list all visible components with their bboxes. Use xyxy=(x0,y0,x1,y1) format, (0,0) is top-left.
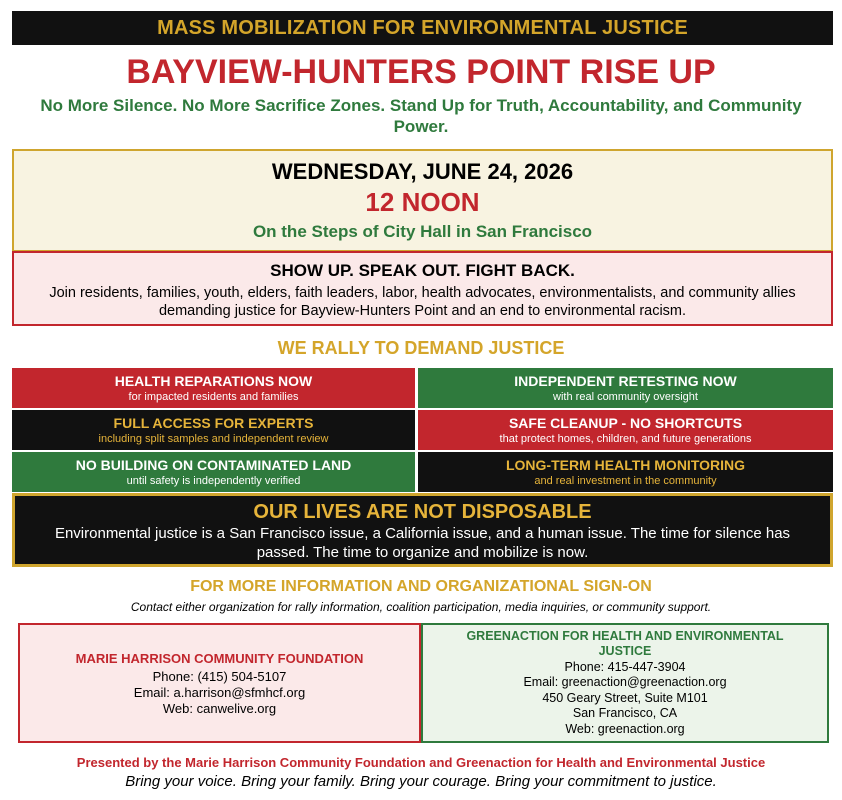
demand-title: NO BUILDING ON CONTAMINATED LAND xyxy=(75,456,352,473)
tagline: No More Silence. No More Sacrifice Zones. Stand Up for Truth, Accountability, and Community Power. xyxy=(40,96,802,136)
presented-by: Presented by the Marie Harrison Community Foundation and Greenaction for Health and Environmental Justice xyxy=(76,755,766,770)
demand-title: HEALTH REPARATIONS NOW xyxy=(114,372,313,389)
org-address-street: 450 Geary Street, Suite M101 xyxy=(542,690,708,705)
org-phone: Phone: 415-447-3904 xyxy=(564,659,686,674)
call-to-action-box xyxy=(12,251,833,326)
demand-subtitle: and real investment in the community xyxy=(534,474,717,487)
demand-tile xyxy=(418,452,833,492)
demand-tile xyxy=(418,368,833,408)
info-heading: FOR MORE INFORMATION AND ORGANIZATIONAL SIGN-ON xyxy=(190,578,652,595)
demand-subtitle: including split samples and independent review xyxy=(98,432,329,445)
call-to-action-body: Join residents, families, youth, elders, faith leaders, labor, health advocates, environmentalists, and community allies demanding justice for Bayview-Hunters Point and an end to environmental racism. xyxy=(49,285,796,319)
demand-tile xyxy=(12,452,415,492)
event-location: On the Steps of City Hall in San Francisco xyxy=(252,222,593,241)
demand-title: SAFE CLEANUP - NO SHORTCUTS xyxy=(508,414,743,431)
lives-body: Environmental justice is a San Francisco issue, a California issue, and a human issue. The time for silence has passed. The time to organize and mobilize is now. xyxy=(54,525,791,561)
info-subtext: Contact either organization for rally information, coalition participation, media inquiries, or community support. xyxy=(130,600,712,614)
org-address-city: San Francisco, CA xyxy=(572,706,678,721)
lives-title: OUR LIVES ARE NOT DISPOSABLE xyxy=(253,501,592,523)
event-date: WEDNESDAY, JUNE 24, 2026 xyxy=(271,159,574,184)
org-web: Web: greenaction.org xyxy=(565,721,685,736)
org-phone: Phone: (415) 504-5107 xyxy=(152,668,287,684)
org-name: MARIE HARRISON COMMUNITY FOUNDATION xyxy=(75,650,364,666)
demands-grid xyxy=(12,368,833,492)
lives-not-disposable-box xyxy=(12,493,833,567)
top-banner: MASS MOBILIZATION FOR ENVIRONMENTAL JUSTICE xyxy=(12,11,833,45)
demand-tile xyxy=(12,368,415,408)
org-card-greenaction xyxy=(421,623,829,743)
event-time: 12 NOON xyxy=(365,187,480,217)
org-name: GREENACTION FOR HEALTH AND ENVIRONMENTAL JUSTICE xyxy=(466,628,784,658)
demand-subtitle: with real community oversight xyxy=(553,390,698,403)
demand-tile xyxy=(12,410,415,450)
demand-title: INDEPENDENT RETESTING NOW xyxy=(514,372,737,389)
demand-title: FULL ACCESS FOR EXPERTS xyxy=(113,414,314,431)
org-web: Web: canwelive.org xyxy=(162,700,277,716)
demand-title: LONG-TERM HEALTH MONITORING xyxy=(505,456,746,473)
demand-subtitle: until safety is independently verified xyxy=(126,474,301,487)
demand-tile xyxy=(418,410,833,450)
org-email: Email: greenaction@greenaction.org xyxy=(523,675,727,690)
demand-subtitle: for impacted residents and families xyxy=(128,390,299,403)
event-details-box xyxy=(12,149,833,252)
call-to-action-title: SHOW UP. SPEAK OUT. FIGHT BACK. xyxy=(270,261,575,280)
demand-subtitle: that protect homes, children, and future generations xyxy=(499,432,752,445)
org-card-marie-harrison xyxy=(18,623,421,743)
closing-line: Bring your voice. Bring your family. Bring your courage. Bring your commitment to justice. xyxy=(125,773,717,790)
org-email: Email: a.harrison@sfmhcf.org xyxy=(133,684,306,700)
page-title: BAYVIEW-HUNTERS POINT RISE UP xyxy=(126,53,716,91)
demands-heading: WE RALLY TO DEMAND JUSTICE xyxy=(277,338,565,358)
